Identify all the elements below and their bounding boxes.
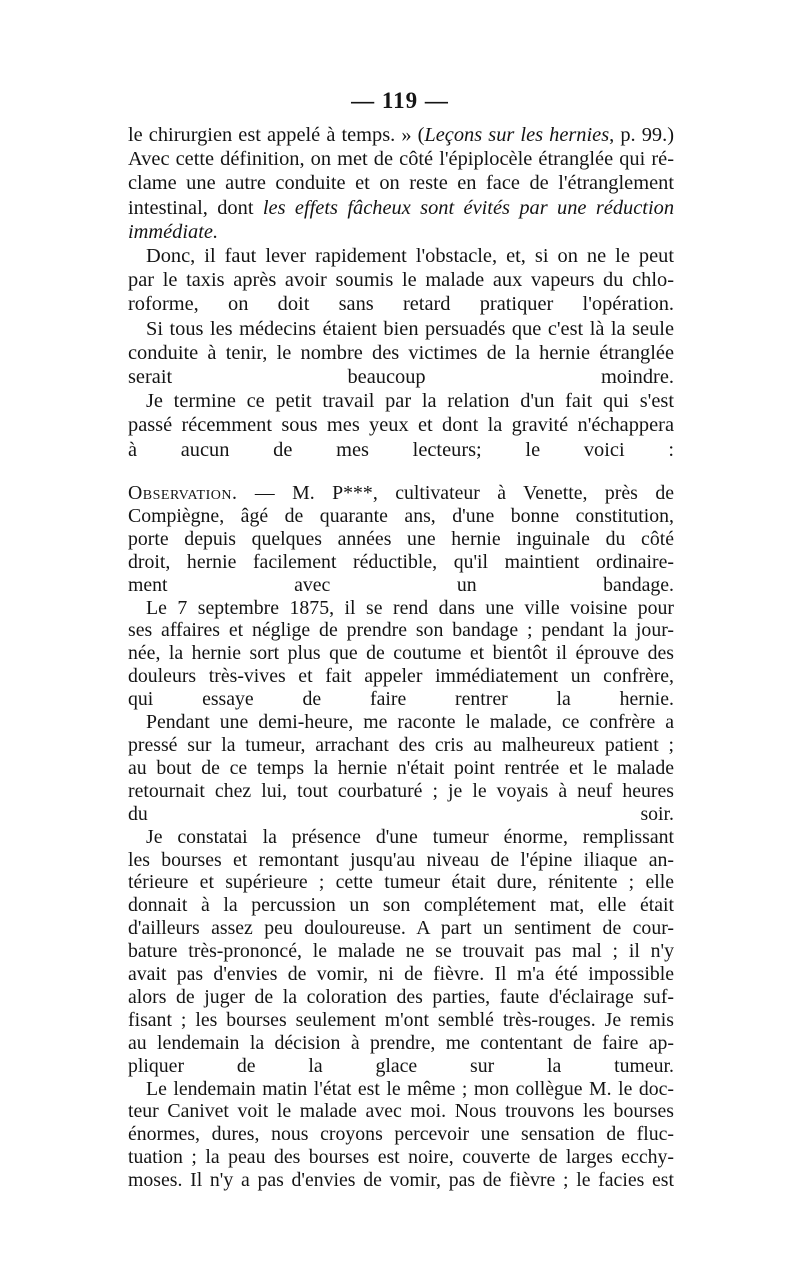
text-line: porte depuis quelques années une hernie inguinale du côté bbox=[128, 527, 674, 550]
text-line: intestinal, dont les effets fâcheux sont évités par une réduction bbox=[128, 196, 675, 219]
observation-label: Observation. bbox=[128, 482, 238, 504]
text-line: alors de juger de la coloration des parties, faute d'éclairage suf- bbox=[128, 985, 674, 1008]
text-line: donnait à la percussion un son complétement mat, elle était bbox=[128, 894, 674, 917]
text-line: conduite à tenir, le nombre des victimes de la hernie étranglée bbox=[128, 341, 674, 364]
text-line: le chirurgien est appelé à temps. » (Leçons sur les hernies, p. 99.) bbox=[128, 124, 674, 146]
text-line: ment avec un bandage. bbox=[128, 573, 674, 596]
text-line: Je termine ce petit travail par la relation d'un fait qui s'est bbox=[146, 390, 674, 413]
observation-paragraph-2 bbox=[128, 597, 674, 712]
text-line: droit, hernie facilement réductible, qu'il maintient ordinaire- bbox=[128, 550, 674, 573]
text-line: pliquer de la glace sur la tumeur. bbox=[128, 1054, 674, 1077]
text-line: moses. Il n'y a pas d'envies de vomir, pas de fièvre ; le facies est bbox=[128, 1169, 674, 1192]
text-line: passé récemment sous mes yeux et dont la gravité n'échappera bbox=[128, 414, 674, 437]
text-line: au bout de ce temps la hernie n'était point rentrée et le malade bbox=[128, 756, 674, 779]
text-line: clame une autre conduite et on reste en face de l'étranglement bbox=[128, 172, 674, 195]
text-line: Observation. — M. P***, cultivateur à Venette, près de bbox=[128, 482, 674, 504]
text-line: teur Canivet voit le malade avec moi. Nous trouvons les bourses bbox=[128, 1100, 674, 1123]
text-line: roforme, on doit sans retard pratiquer l'opération. bbox=[128, 293, 674, 316]
text-line: du soir. bbox=[128, 802, 674, 825]
text-line: Le 7 septembre 1875, il se rend dans une ville voisine pour bbox=[146, 596, 674, 619]
text-line: térieure et supérieure ; cette tumeur était dure, rénitente ; elle bbox=[128, 871, 674, 894]
text-line: qui essaye de faire rentrer la hernie. bbox=[128, 688, 674, 711]
paragraph-4 bbox=[128, 389, 674, 462]
text-line: Pendant une demi-heure, me raconte le malade, ce confrère a bbox=[146, 711, 674, 734]
text-line: énormes, dures, nous croyons percevoir une sensation de fluc- bbox=[128, 1123, 674, 1146]
paragraph-1 bbox=[128, 123, 674, 244]
paragraph-3 bbox=[128, 317, 674, 390]
text-line: les bourses et remontant jusqu'au niveau de l'épine iliaque an- bbox=[128, 848, 674, 871]
text-line: serait beaucoup moindre. bbox=[128, 366, 674, 389]
text-line: Donc, il faut lever rapidement l'obstacle, et, si on ne le peut bbox=[146, 245, 674, 268]
text-line: Je constatai la présence d'une tumeur énorme, remplissant bbox=[146, 825, 674, 848]
text-line: fisant ; les bourses seulement m'ont semblé très-rouges. Je remis bbox=[128, 1008, 674, 1031]
text-line: douleurs très-vives et fait appeler immédiatement un confrère, bbox=[128, 665, 674, 688]
page-number: — 119 — bbox=[351, 88, 449, 113]
text-line: pressé sur la tumeur, arrachant des cris au malheureux patient ; bbox=[128, 733, 674, 756]
observation-paragraph-5 bbox=[128, 1078, 674, 1193]
text-line: avait pas d'envies de vomir, ni de fièvre. Il m'a été impossible bbox=[128, 963, 674, 986]
text-line: ses affaires et néglige de prendre son bandage ; pendant la jour- bbox=[128, 619, 674, 642]
text-line: par le taxis après avoir soumis le malade aux vapeurs du chlo- bbox=[128, 269, 674, 292]
observation-paragraph-1 bbox=[128, 482, 674, 597]
text-line: Compiègne, âgé de quarante ans, d'une bonne constitution, bbox=[128, 504, 674, 527]
text-line: Si tous les médecins étaient bien persuadés que c'est là la seule bbox=[146, 317, 674, 340]
text-line: à aucun de mes lecteurs; le voici : bbox=[128, 438, 674, 461]
text-line: retournait chez lui, tout courbaturé ; je le voyais à neuf heures bbox=[128, 779, 674, 802]
text-line: Le lendemain matin l'état est le même ; mon collègue M. le doc- bbox=[146, 1077, 674, 1100]
observation-paragraph-4 bbox=[128, 826, 674, 1078]
observation-section bbox=[128, 482, 674, 1192]
observation-paragraph-3 bbox=[128, 711, 674, 826]
text-line: bature très-prononcé, le malade ne se trouvait pas mal ; il n'y bbox=[128, 940, 674, 963]
text-line: née, la hernie sort plus que de coutume et bientôt il éprouve des bbox=[128, 642, 674, 665]
text-line: au lendemain la décision à prendre, me contentant de faire ap- bbox=[128, 1031, 674, 1054]
text-line: tuation ; la peau des bourses est noire, couverte de larges ecchy- bbox=[128, 1146, 674, 1169]
text-line: immédiate. bbox=[128, 220, 219, 243]
body-text-top bbox=[128, 123, 674, 462]
text-line: Avec cette définition, on met de côté l'épiplocèle étranglée qui ré- bbox=[128, 148, 674, 171]
text-line: d'ailleurs assez peu douloureuse. A part un sentiment de cour- bbox=[128, 917, 674, 940]
paragraph-2 bbox=[128, 244, 674, 317]
